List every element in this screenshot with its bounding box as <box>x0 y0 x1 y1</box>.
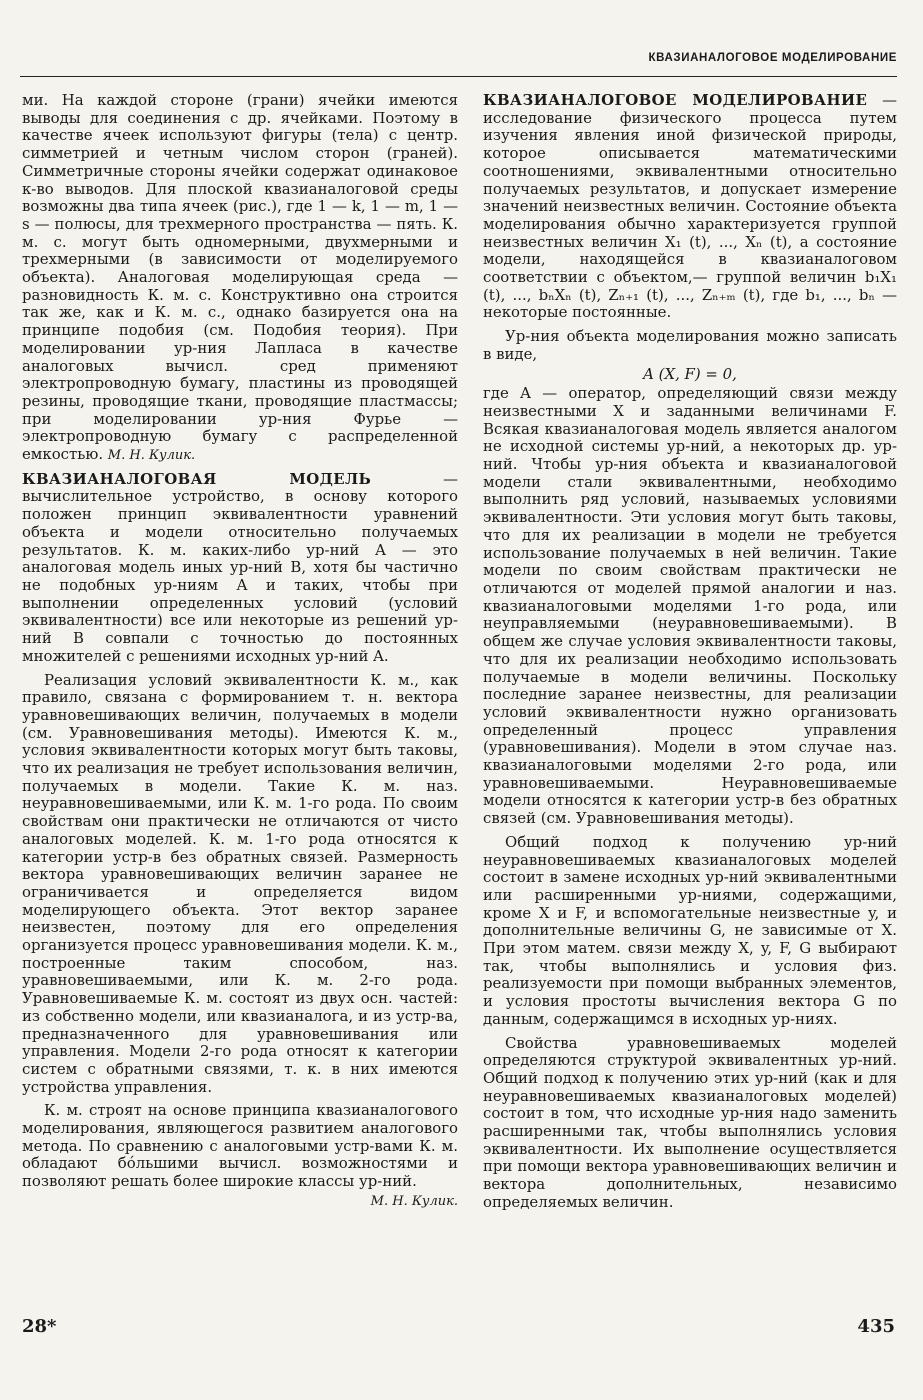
left-column <box>22 92 458 1211</box>
headword-modelirovanie: КВАЗИАНАЛОГОВОЕ МОДЕЛИРОВАНИЕ <box>483 91 868 109</box>
running-header: КВАЗИАНАЛОГОВОЕ МОДЕЛИРОВАНИЕ <box>648 52 897 64</box>
right-paragraph-5: Свойства уравновешиваемых моделей определяются структурой эквивалентных ур-ний. Общий подход к получению этих ур-ний (как и для неуравновешиваемых квазианалоговых моделей) состоит в том, что исходные ур-ния надо заменить расширенными так, чтобы выполнялись условия эквивалентности. Их выполнение осуществляется при помощи вектора уравновешивающих величин и вектора дополнительных, независимо определяемых величин. <box>483 1033 897 1211</box>
page-number: 435 <box>857 1316 895 1337</box>
right-paragraph-2: Ур-ния объекта моделирования можно записать в виде, <box>483 327 897 363</box>
entry-modelirovanie-text: — исследование физического процесса путем изучения явления иной физической природы, которое описывается математическими соотношениями, эквивалентными относительно получаемых результатов, и допускает измерение значений неизвестных величин. Состояние объекта моделирования обычно характеризуется группой неизвестных величин X₁ (t), ..., Xₙ (t), а состояние модели, находящейся в квазианалоговом соответствии с объектом,— группой величин b₁X₁ (t), ..., bₙXₙ (t), Zₙ₊₁ (t), ..., Zₙ₊ₘ (t), где b₁, ..., bₙ — некоторые постоянные. <box>483 91 897 322</box>
right-paragraph-3: где A — оператор, определяющий связи между неизвестными X и заданными величинами F. Всякая квазианалоговая модель является аналогом не исходной системы ур-ний, а некоторых др. ур-ний. Чтобы ур-ния объекта и квазианалоговой модели стали эквивалентными, необходимо выполнить ряд условий, называемых условиями эквивалентности. Эти условия могут быть таковы, что для их реализации в модели не требуется использование получаемых в ней величин. Такие модели по своим свойствам практически не отличаются от моделей прямой аналогии и наз. квазианалоговыми моделями 1-го рода, или неуправляемыми (неуравновешиваемыми). В общем же случае условия эквивалентности таковы, что для их реализации необходимо использовать получаемые в модели величины. Поскольку последние заранее неизвестны, для реализации условий эквивалентности нужно организовать определенный процесс управления (уравновешивания). Модели в этом случае наз. квазианалоговыми моделями 2-го рода, или уравновешиваемыми. Неуравновешиваемые модели относятся к категории устр-в без обратных связей (см. Уравновешивания методы). <box>483 384 897 828</box>
left-paragraph-4: К. м. строят на основе принципа квазианалогового моделирования, являющегося развитием аналогового метода. По сравнению с аналоговыми устр-вами К. м. обладают бóльшими вычисл. возможностями и позволяют решать более широкие классы ур-ний. <box>22 1101 458 1191</box>
right-paragraph-4: Общий подход к получению ур-ний неуравновешиваемых квазианалоговых моделей состоит в замене исходных ур-ний эквивалентными или расширенными ур-ниями, содержащими, кроме X и F, и вспомогательные неизвестные y, и дополнительные величины G, не зависимые от X. При этом матем. связи между X, y, F, G выбирают так, чтобы выполнялись и условия физ. реализуемости при помощи выбранных элементов, и условия простоты вычисления вектора G по данным, содержащимся в исходных ур-ниях. <box>483 832 897 1028</box>
equation: A (X, F) = 0, <box>643 364 737 383</box>
header-rule <box>20 76 897 77</box>
signature-mark: 28* <box>22 1316 57 1337</box>
left-paragraph-1-text: ми. На каждой стороне (грани) ячейки имеются выводы для соединения с др. ячейками. Поэтому в качестве ячеек используют фигуры (тела) с центр. симметрией и четным числом сторон (граней). Симметричные стороны ячейки содержат одинаковое к-во выводов. Для плоской квазианалоговой среды возможны два типа ячеек (рис.), где 1 — k, 1 — m, 1 — s — полюсы, для трехмерного пространства — пять. К. м. с. могут быть одномерными, двухмерными и трехмерными (в зависимости от моделируемого объекта). Аналоговая моделирующая среда — разновидность К. м. с. Конструктивно она строится так же, как и К. м. с., однако базируется она на принципе подобия (см. Подобия теория). При моделировании ур-ния Лапласа в качестве аналоговых вычисл. сред применяют электропроводную бумагу, пластины из проводящей резины, проводящие ткани, проводящие пластмассы; при моделировании ур-ния Фурье — электропроводную бумагу с распределенной емкостью. <box>22 91 458 464</box>
left-paragraph-3: Реализация условий эквивалентности К. м., как правило, связана с формированием т. н. вектора уравновешивающих величин, получаемых в модели (см. Уравновешивания методы). Имеются К. м., условия эквивалентности которых могут быть таковы, что их реализация не требует использования величин, получаемых в модели. Такие К. м. наз. неуравновешиваемыми, или К. м. 1-го рода. По своим свойствам они практически не отличаются от чисто аналоговых моделей. К. м. 1-го рода относятся к категории устр-в без обратных связей. Размерность вектора уравновешивающих величин заранее не ограничивается и определяется видом моделирующего объекта. Этот вектор заранее неизвестен, поэтому для его определения организуется процесс уравновешивания модели. К. м., построенные таким способом, наз. уравновешиваемыми, или К. м. 2-го рода. Уравновешиваемые К. м. состоят из двух осн. частей: из собственно модели, или квазианалога, и из устр-ва, предназначенного для уравновешивания или управления. Модели 2-го рода относят к категории систем с обратными связями, т. к. в них имеются устройства управления. <box>22 670 458 1096</box>
headword-model: КВАЗИАНАЛОГОВАЯ МОДЕЛЬ <box>22 469 372 488</box>
entry-kvazianalogovaya-model <box>22 471 458 666</box>
author-signature-1: М. Н. Кулик. <box>107 448 196 464</box>
right-column <box>483 92 897 1212</box>
entry-model-text: — вычислительное устройство, в основу которого положен принцип эквивалентности уравнений объекта и модели относительно получаемых результатов. К. м. каких-либо ур-ний A — это аналоговая модель иных ур-ний B, хотя бы частично не подобных ур-ниям A и таких, чтобы при выполнении определенных условий (условий эквивалентности) все или некоторые из решений ур-ний B совпали с точностью до постоянных множителей с решениями исходных ур-ний A. <box>22 469 458 665</box>
left-paragraph-1 <box>22 92 458 465</box>
entry-kvazianalogovoe-modelirovanie <box>483 92 897 322</box>
author-signature-2: М. Н. Кулик. <box>370 1193 458 1209</box>
